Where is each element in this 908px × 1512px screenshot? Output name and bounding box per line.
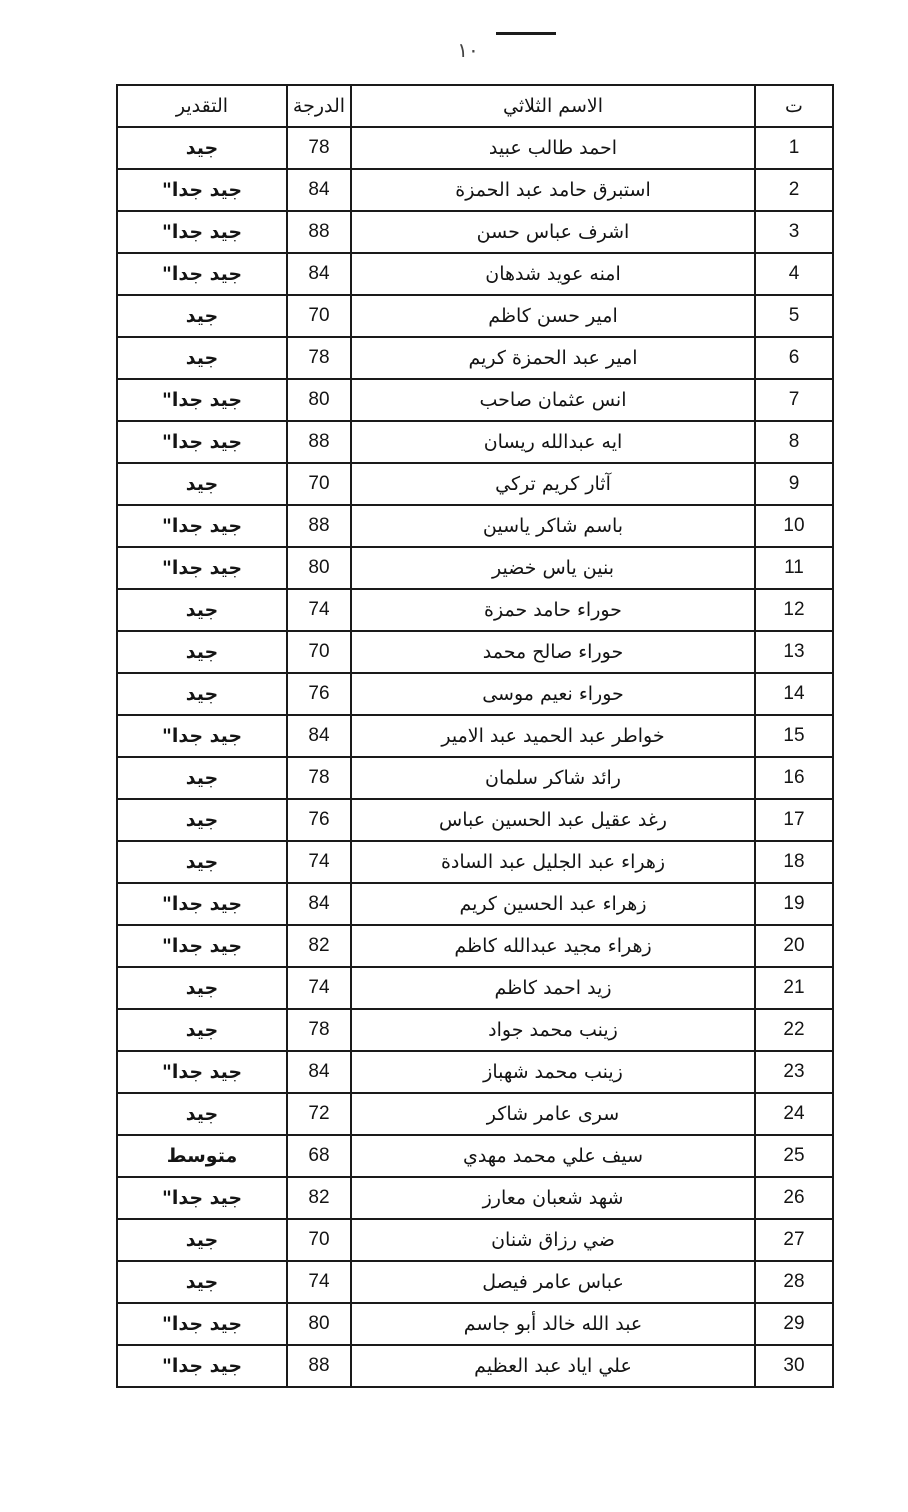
grade-cell: جيد جدا" bbox=[117, 1303, 287, 1345]
grade-cell: جيد جدا" bbox=[117, 253, 287, 295]
student-name-cell: زهراء عبد الحسين كريم bbox=[351, 883, 755, 925]
student-name-cell: سرى عامر شاكر bbox=[351, 1093, 755, 1135]
score-cell: 78 bbox=[287, 337, 351, 379]
student-name-cell: زهراء مجيد عبدالله كاظم bbox=[351, 925, 755, 967]
row-number-cell: 2 bbox=[755, 169, 833, 211]
student-name-cell: اشرف عباس حسن bbox=[351, 211, 755, 253]
table-row bbox=[117, 379, 833, 421]
student-name-cell: زينب محمد شهباز bbox=[351, 1051, 755, 1093]
student-name-cell: حوراء صالح محمد bbox=[351, 631, 755, 673]
row-number-cell: 29 bbox=[755, 1303, 833, 1345]
table-row bbox=[117, 1219, 833, 1261]
student-name-cell: امير حسن كاظم bbox=[351, 295, 755, 337]
student-name-cell: رغد عقيل عبد الحسين عباس bbox=[351, 799, 755, 841]
grade-cell: جيد bbox=[117, 1261, 287, 1303]
table-row bbox=[117, 1009, 833, 1051]
score-cell: 88 bbox=[287, 505, 351, 547]
score-cell: 84 bbox=[287, 1051, 351, 1093]
table-body bbox=[117, 127, 833, 1387]
table-row bbox=[117, 1177, 833, 1219]
score-cell: 72 bbox=[287, 1093, 351, 1135]
table-row bbox=[117, 799, 833, 841]
score-cell: 68 bbox=[287, 1135, 351, 1177]
grade-cell: جيد bbox=[117, 1093, 287, 1135]
table-row bbox=[117, 421, 833, 463]
header-name: الاسم الثلاثي bbox=[351, 85, 755, 127]
row-number-cell: 27 bbox=[755, 1219, 833, 1261]
row-number-cell: 6 bbox=[755, 337, 833, 379]
student-name-cell: زينب محمد جواد bbox=[351, 1009, 755, 1051]
grade-cell: جيد جدا" bbox=[117, 421, 287, 463]
score-cell: 70 bbox=[287, 631, 351, 673]
student-name-cell: حوراء نعيم موسى bbox=[351, 673, 755, 715]
score-cell: 80 bbox=[287, 379, 351, 421]
table-row bbox=[117, 673, 833, 715]
table-row bbox=[117, 1135, 833, 1177]
table-row bbox=[117, 547, 833, 589]
score-cell: 74 bbox=[287, 589, 351, 631]
score-cell: 74 bbox=[287, 1261, 351, 1303]
score-cell: 76 bbox=[287, 799, 351, 841]
row-number-cell: 30 bbox=[755, 1345, 833, 1387]
grade-cell: جيد جدا" bbox=[117, 925, 287, 967]
grade-cell: جيد bbox=[117, 463, 287, 505]
grade-cell: جيد جدا" bbox=[117, 547, 287, 589]
student-name-cell: خواطر عبد الحميد عبد الامير bbox=[351, 715, 755, 757]
row-number-cell: 19 bbox=[755, 883, 833, 925]
score-cell: 80 bbox=[287, 1303, 351, 1345]
grade-cell: جيد جدا" bbox=[117, 1345, 287, 1387]
table-row bbox=[117, 1303, 833, 1345]
student-name-cell: باسم شاكر ياسين bbox=[351, 505, 755, 547]
score-cell: 88 bbox=[287, 421, 351, 463]
header-number: ت bbox=[755, 85, 833, 127]
score-cell: 82 bbox=[287, 925, 351, 967]
table-row bbox=[117, 589, 833, 631]
table-row bbox=[117, 1051, 833, 1093]
row-number-cell: 24 bbox=[755, 1093, 833, 1135]
score-cell: 84 bbox=[287, 169, 351, 211]
table-row bbox=[117, 1093, 833, 1135]
table-row bbox=[117, 631, 833, 673]
score-cell: 84 bbox=[287, 715, 351, 757]
row-number-cell: 14 bbox=[755, 673, 833, 715]
table-row bbox=[117, 967, 833, 1009]
table-row bbox=[117, 1345, 833, 1387]
grade-cell: جيد bbox=[117, 589, 287, 631]
score-cell: 80 bbox=[287, 547, 351, 589]
row-number-cell: 26 bbox=[755, 1177, 833, 1219]
grade-cell: جيد bbox=[117, 337, 287, 379]
grade-cell: جيد bbox=[117, 295, 287, 337]
table-header-row bbox=[117, 85, 833, 127]
row-number-cell: 21 bbox=[755, 967, 833, 1009]
student-name-cell: امنه عويد شدهان bbox=[351, 253, 755, 295]
grades-table bbox=[116, 84, 834, 1388]
table-row bbox=[117, 1261, 833, 1303]
score-cell: 70 bbox=[287, 463, 351, 505]
student-name-cell: شهد شعبان معارز bbox=[351, 1177, 755, 1219]
student-name-cell: آثار كريم تركي bbox=[351, 463, 755, 505]
score-cell: 88 bbox=[287, 1345, 351, 1387]
row-number-cell: 17 bbox=[755, 799, 833, 841]
score-cell: 84 bbox=[287, 253, 351, 295]
grade-cell: جيد bbox=[117, 673, 287, 715]
grades-sheet bbox=[116, 84, 824, 1388]
student-name-cell: زهراء عبد الجليل عبد السادة bbox=[351, 841, 755, 883]
score-cell: 78 bbox=[287, 1009, 351, 1051]
score-cell: 76 bbox=[287, 673, 351, 715]
grade-cell: جيد bbox=[117, 757, 287, 799]
row-number-cell: 10 bbox=[755, 505, 833, 547]
student-name-cell: سيف علي محمد مهدي bbox=[351, 1135, 755, 1177]
student-name-cell: حوراء حامد حمزة bbox=[351, 589, 755, 631]
student-name-cell: احمد طالب عبيد bbox=[351, 127, 755, 169]
table-row bbox=[117, 337, 833, 379]
header-score: الدرجة bbox=[287, 85, 351, 127]
student-name-cell: عباس عامر فيصل bbox=[351, 1261, 755, 1303]
grade-cell: جيد جدا" bbox=[117, 379, 287, 421]
table-row bbox=[117, 925, 833, 967]
grade-cell: جيد جدا" bbox=[117, 169, 287, 211]
grade-cell: جيد جدا" bbox=[117, 211, 287, 253]
student-name-cell: رائد شاكر سلمان bbox=[351, 757, 755, 799]
table-row bbox=[117, 883, 833, 925]
table-row bbox=[117, 295, 833, 337]
row-number-cell: 22 bbox=[755, 1009, 833, 1051]
student-name-cell: بنين ياس خضير bbox=[351, 547, 755, 589]
row-number-cell: 12 bbox=[755, 589, 833, 631]
score-cell: 84 bbox=[287, 883, 351, 925]
row-number-cell: 20 bbox=[755, 925, 833, 967]
table-row bbox=[117, 211, 833, 253]
student-name-cell: زيد احمد كاظم bbox=[351, 967, 755, 1009]
row-number-cell: 28 bbox=[755, 1261, 833, 1303]
row-number-cell: 13 bbox=[755, 631, 833, 673]
grade-cell: جيد جدا" bbox=[117, 1177, 287, 1219]
grade-cell: جيد bbox=[117, 1009, 287, 1051]
table-row bbox=[117, 169, 833, 211]
table-row bbox=[117, 841, 833, 883]
grade-cell: جيد bbox=[117, 127, 287, 169]
row-number-cell: 11 bbox=[755, 547, 833, 589]
score-cell: 74 bbox=[287, 967, 351, 1009]
grade-cell: متوسط bbox=[117, 1135, 287, 1177]
top-rule-line bbox=[496, 32, 556, 35]
row-number-cell: 4 bbox=[755, 253, 833, 295]
header-grade: التقدير bbox=[117, 85, 287, 127]
row-number-cell: 16 bbox=[755, 757, 833, 799]
row-number-cell: 15 bbox=[755, 715, 833, 757]
table-row bbox=[117, 505, 833, 547]
row-number-cell: 3 bbox=[755, 211, 833, 253]
table-row bbox=[117, 463, 833, 505]
score-cell: 70 bbox=[287, 295, 351, 337]
grade-cell: جيد bbox=[117, 631, 287, 673]
table-row bbox=[117, 715, 833, 757]
grade-cell: جيد bbox=[117, 799, 287, 841]
score-cell: 82 bbox=[287, 1177, 351, 1219]
grade-cell: جيد جدا" bbox=[117, 715, 287, 757]
score-cell: 78 bbox=[287, 127, 351, 169]
grade-cell: جيد bbox=[117, 967, 287, 1009]
row-number-cell: 8 bbox=[755, 421, 833, 463]
grade-cell: جيد bbox=[117, 1219, 287, 1261]
row-number-cell: 18 bbox=[755, 841, 833, 883]
student-name-cell: ايه عبدالله ريسان bbox=[351, 421, 755, 463]
grade-cell: جيد جدا" bbox=[117, 505, 287, 547]
row-number-cell: 5 bbox=[755, 295, 833, 337]
score-cell: 88 bbox=[287, 211, 351, 253]
grade-cell: جيد جدا" bbox=[117, 883, 287, 925]
table-row bbox=[117, 127, 833, 169]
row-number-cell: 7 bbox=[755, 379, 833, 421]
row-number-cell: 23 bbox=[755, 1051, 833, 1093]
student-name-cell: استبرق حامد عبد الحمزة bbox=[351, 169, 755, 211]
student-name-cell: امير عبد الحمزة كريم bbox=[351, 337, 755, 379]
grade-cell: جيد bbox=[117, 841, 287, 883]
student-name-cell: ضي رزاق شنان bbox=[351, 1219, 755, 1261]
student-name-cell: انس عثمان صاحب bbox=[351, 379, 755, 421]
row-number-cell: 25 bbox=[755, 1135, 833, 1177]
page-number-mark: ١٠ bbox=[457, 38, 479, 62]
score-cell: 74 bbox=[287, 841, 351, 883]
score-cell: 70 bbox=[287, 1219, 351, 1261]
table-row bbox=[117, 253, 833, 295]
score-cell: 78 bbox=[287, 757, 351, 799]
row-number-cell: 1 bbox=[755, 127, 833, 169]
grade-cell: جيد جدا" bbox=[117, 1051, 287, 1093]
table-row bbox=[117, 757, 833, 799]
row-number-cell: 9 bbox=[755, 463, 833, 505]
student-name-cell: علي اياد عبد العظيم bbox=[351, 1345, 755, 1387]
student-name-cell: عبد الله خالد أبو جاسم bbox=[351, 1303, 755, 1345]
